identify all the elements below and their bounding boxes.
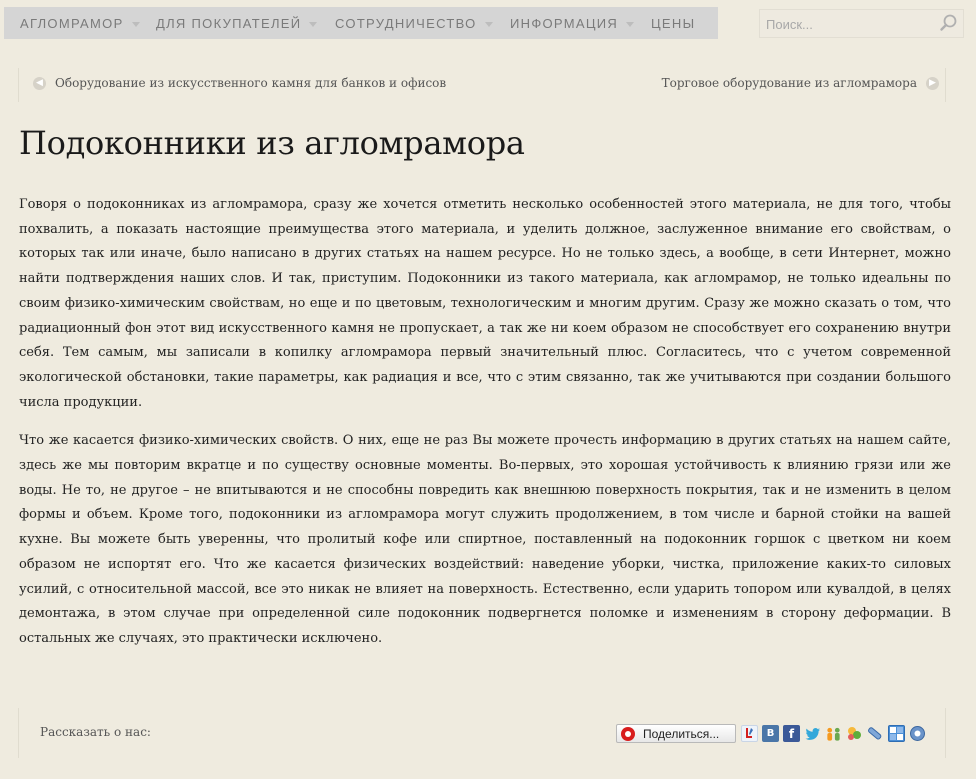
share-button[interactable]	[616, 724, 736, 743]
share-box	[18, 708, 946, 758]
search-box	[759, 9, 964, 38]
nav-item-label: ИНФОРМАЦИЯ	[510, 15, 619, 31]
nav-item-aglomramor[interactable]	[20, 7, 140, 39]
lj-icon[interactable]	[741, 725, 758, 742]
odnoklassniki-icon[interactable]	[825, 725, 842, 742]
arrow-right-icon: ▶	[926, 77, 939, 90]
nav-item-prices[interactable]	[651, 7, 695, 39]
share-icons	[741, 725, 926, 742]
chevron-down-icon	[485, 22, 493, 27]
chevron-down-icon	[626, 22, 634, 27]
previous-post-label: Оборудование из искусственного камня для банков и офисов	[55, 76, 447, 90]
article-paragraph: Говоря о подоконниках из агломрамора, сразу же хочется отметить несколько особенностей этого материала, не для того, чтобы похвалить, а показать настоящие преимущества этого материала, и уделить должное, заслуженное внимание его свойствам, о которых так или иначе, было написано в других статьях на нашем ресурсе. Но не только здесь, а вообще, в сети Интернет, можно найти подтверждения наших слов. И так, приступим. Подоконники из такого материала, как агломрамор, не только идеальны по своим физико-химическим свойствам, но еще и по цветовым, технологическим и многим другим. Сразу же можно сказать о том, что радиационный фон этот вид искусственного камня не пропускает, а так же ни коем образом не способствует его сохранению внутри себя. Тем самым, мы записали в копилку агломрамора первый значительный плюс. Согласитесь, что с учетом современной экологической обстановки, такие параметры, как радиация и все, что с этим связанно, так же учитываются при создании большого числа продукции.	[19, 197, 951, 410]
share-button-label: Поделиться...	[643, 726, 720, 741]
article-body	[19, 193, 951, 666]
nav-item-label: ЦЕНЫ	[651, 15, 696, 31]
chevron-down-icon	[132, 22, 140, 27]
nav-item-for-buyers[interactable]	[156, 7, 317, 39]
share-label: Рассказать о нас:	[40, 725, 151, 739]
yandex-share-icon	[621, 727, 635, 741]
post-navigation	[18, 68, 946, 102]
blogger-icon[interactable]	[909, 725, 926, 742]
twitter-icon[interactable]	[804, 725, 821, 742]
page-title: Подоконники из агломрамора	[19, 124, 525, 162]
search-icon[interactable]	[939, 13, 959, 33]
main-nav	[4, 7, 718, 39]
nav-item-cooperation[interactable]	[335, 7, 493, 39]
nav-item-label: ДЛЯ ПОКУПАТЕЛЕЙ	[156, 15, 302, 31]
nav-item-label: АГЛОМРАМОР	[20, 15, 124, 31]
nav-item-label: СОТРУДНИЧЕСТВО	[335, 15, 477, 31]
arrow-left-icon: ◀	[33, 77, 46, 90]
vkontakte-icon[interactable]: В	[762, 725, 779, 742]
next-post-link[interactable]	[662, 76, 939, 90]
next-post-label: Торговое оборудование из агломрамора	[661, 76, 917, 90]
liveinternet-icon[interactable]	[867, 725, 884, 742]
chevron-down-icon	[309, 22, 317, 27]
facebook-icon[interactable]: f	[783, 725, 800, 742]
article-paragraph: Что же касается физико-химических свойств. О них, еще не раз Вы можете прочесть информацию в других статьях на нашем сайте, здесь же мы повторим вкратце и по существу основные моменты. Во-первых, это хорошая устойчивость к влиянию грязи или же воды. Не то, не другое – не впитываются и не способны повредить как внешнюю поверхность покрытия, так и не изменить в целом формы и объем. Кроме того, подоконники из агломрамора могут служить продолжением, в том числе и барной стойки на вашей кухне. Вы можете быть уверенны, что пролитый кофе или спиртное, поставленный на подоконник горшок с цветком ни коем образом не испортят его. Что же касается физических воздействий: наведение уборки, чистка, приложение каких-то силовых усилий, с относительной массой, все это никак не влияет на поверхность. Естественно, если ударить топором или кувалдой, в целях демонтажа, в этом случае при определенной силе подоконник подвергнется поломке и изменениям в сторону деформации. В остальных же случаях, это практически исключено.	[19, 433, 951, 646]
delicious-icon[interactable]	[888, 725, 905, 742]
moimir-icon[interactable]	[846, 725, 863, 742]
nav-item-information[interactable]	[510, 7, 634, 39]
previous-post-link[interactable]	[33, 76, 446, 90]
search-input[interactable]	[766, 14, 936, 34]
